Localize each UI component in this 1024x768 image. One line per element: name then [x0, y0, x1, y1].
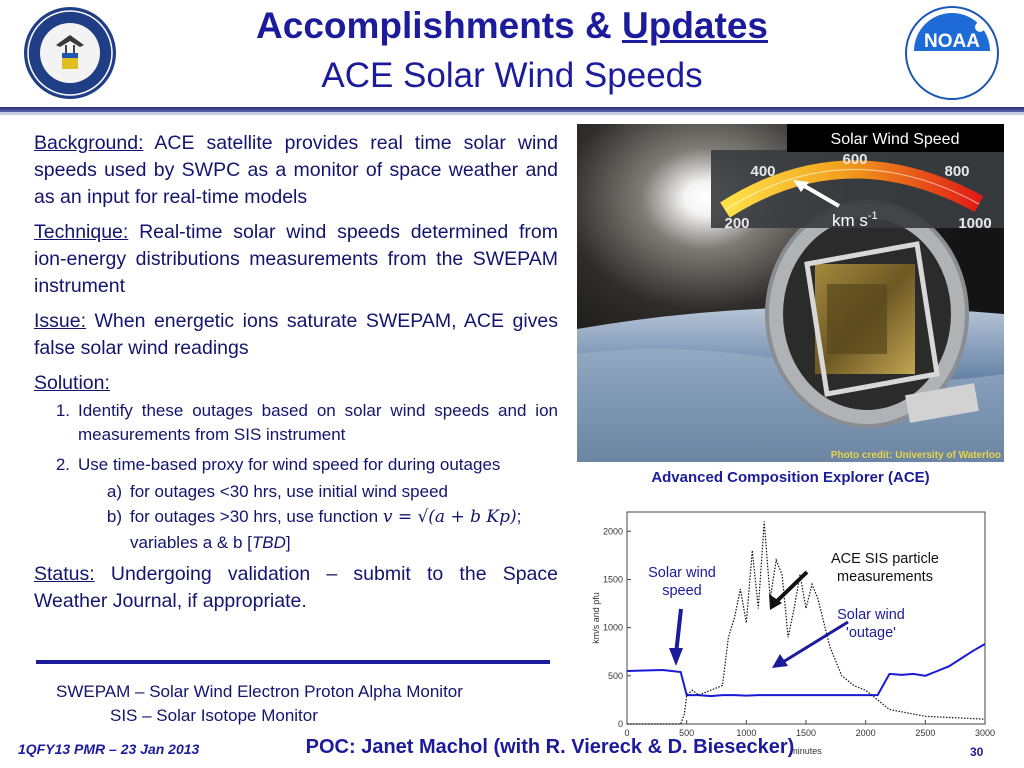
noaa-logo: [904, 5, 1000, 101]
gauge-tick: 200: [724, 215, 750, 232]
status-paragraph: [34, 561, 558, 615]
background-paragraph: [34, 130, 558, 211]
y-tick-label: 2000: [602, 526, 623, 537]
main-text: [34, 130, 558, 623]
x-tick-label: 500: [679, 728, 695, 738]
x-tick-label: 2000: [855, 728, 876, 738]
footnote-divider: [36, 660, 550, 664]
x-tick-label: 3000: [974, 728, 996, 738]
technique-paragraph: [34, 219, 558, 300]
technique-text: Real-time solar wind speeds determined from ion-energy distributions measurements from the SWEPAM instrument: [34, 221, 558, 297]
gauge-tick: 600: [842, 151, 868, 168]
ace-illustration: [577, 124, 1004, 462]
list-item: 2. Use time-based proxy for wind speed for during outages: [55, 455, 501, 474]
noaa-logo-text: NOAA: [924, 31, 980, 52]
sis-annotation: ACE SIS particle measurements: [831, 551, 939, 585]
y-tick-label: 1000: [602, 622, 623, 633]
plot-svg: [583, 494, 1003, 756]
ace-photo: [577, 124, 1004, 462]
solar-wind-plot: [583, 494, 1003, 756]
y-axis-label: km/s and pfu: [591, 592, 601, 644]
gauge-tick: 400: [750, 163, 776, 180]
outage-annotation: Solar wind 'outage': [837, 607, 905, 641]
background-text: ACE satellite provides real time solar wind speeds used by SWPC as a monitor of space weather and as an input for real-time models: [34, 132, 558, 208]
solution-heading: Solution:: [34, 372, 110, 394]
swepam-footnote: SWEPAM – Solar Wind Electron Proton Alpha Monitor: [56, 682, 463, 701]
page-number: 30: [970, 745, 984, 759]
footer-date: 1QFY13 PMR – 23 Jan 2013: [18, 741, 200, 757]
photo-caption: Advanced Composition Explorer (ACE): [651, 469, 930, 486]
solution-paragraph: [34, 370, 558, 397]
solution-sublist: [84, 479, 558, 555]
y-tick-label: 500: [607, 670, 623, 681]
formula: v = √(a + b Kp): [382, 507, 517, 527]
y-tick-label: 0: [617, 719, 623, 729]
x-axis-label: minutes: [790, 746, 822, 756]
technique-heading: Technique:: [34, 221, 129, 243]
footer-poc: POC: Janet Machol (with R. Viereck & D. Biesecker): [305, 736, 795, 758]
title-underlined: Updates: [622, 5, 768, 46]
issue-text: When energetic ions saturate SWEPAM, ACE gives false solar wind readings: [34, 310, 558, 359]
background-heading: Background:: [34, 132, 144, 154]
solution-list: [34, 399, 558, 477]
gauge-tick: 1000: [958, 215, 992, 232]
issue-heading: Issue:: [34, 310, 87, 332]
x-tick-label: 1500: [795, 728, 817, 738]
gauge-unit: km $s^{-1}$: [832, 210, 878, 230]
list-item: a) for outages <30 hrs, use initial wind speed: [106, 482, 449, 501]
page-title: [150, 6, 874, 46]
sis-footnote: SIS – Solar Isotope Monitor: [110, 706, 318, 725]
x-tick-label: 1000: [736, 728, 757, 738]
list-item: b) for outages >30 hrs, use function v = √(a + b Kp); variables a & b [TBD]: [106, 507, 522, 552]
gauge-title: Solar Wind Speed: [830, 131, 960, 148]
photo-credit: Photo credit: University of Waterloo: [830, 450, 1001, 461]
issue-paragraph: [34, 308, 558, 362]
speed-annotation: Solar wind speed: [648, 565, 716, 599]
gauge-tick: 800: [944, 163, 970, 180]
header-divider-light: [0, 112, 1024, 115]
status-heading: Status:: [34, 563, 95, 585]
y-tick-label: 1500: [602, 574, 623, 585]
title-text: Accomplishments &: [256, 5, 622, 46]
page-subtitle: ACE Solar Wind Speeds: [321, 56, 703, 95]
list-item: 1. Identify these outages based on solar wind speeds and ion measurements from SIS instrument: [55, 401, 558, 444]
commerce-seal-logo: [22, 5, 118, 101]
status-text: Undergoing validation – submit to the Space Weather Journal, if appropriate.: [34, 563, 558, 612]
x-tick-label: 2500: [915, 728, 936, 738]
x-tick-label: 0: [624, 728, 630, 738]
